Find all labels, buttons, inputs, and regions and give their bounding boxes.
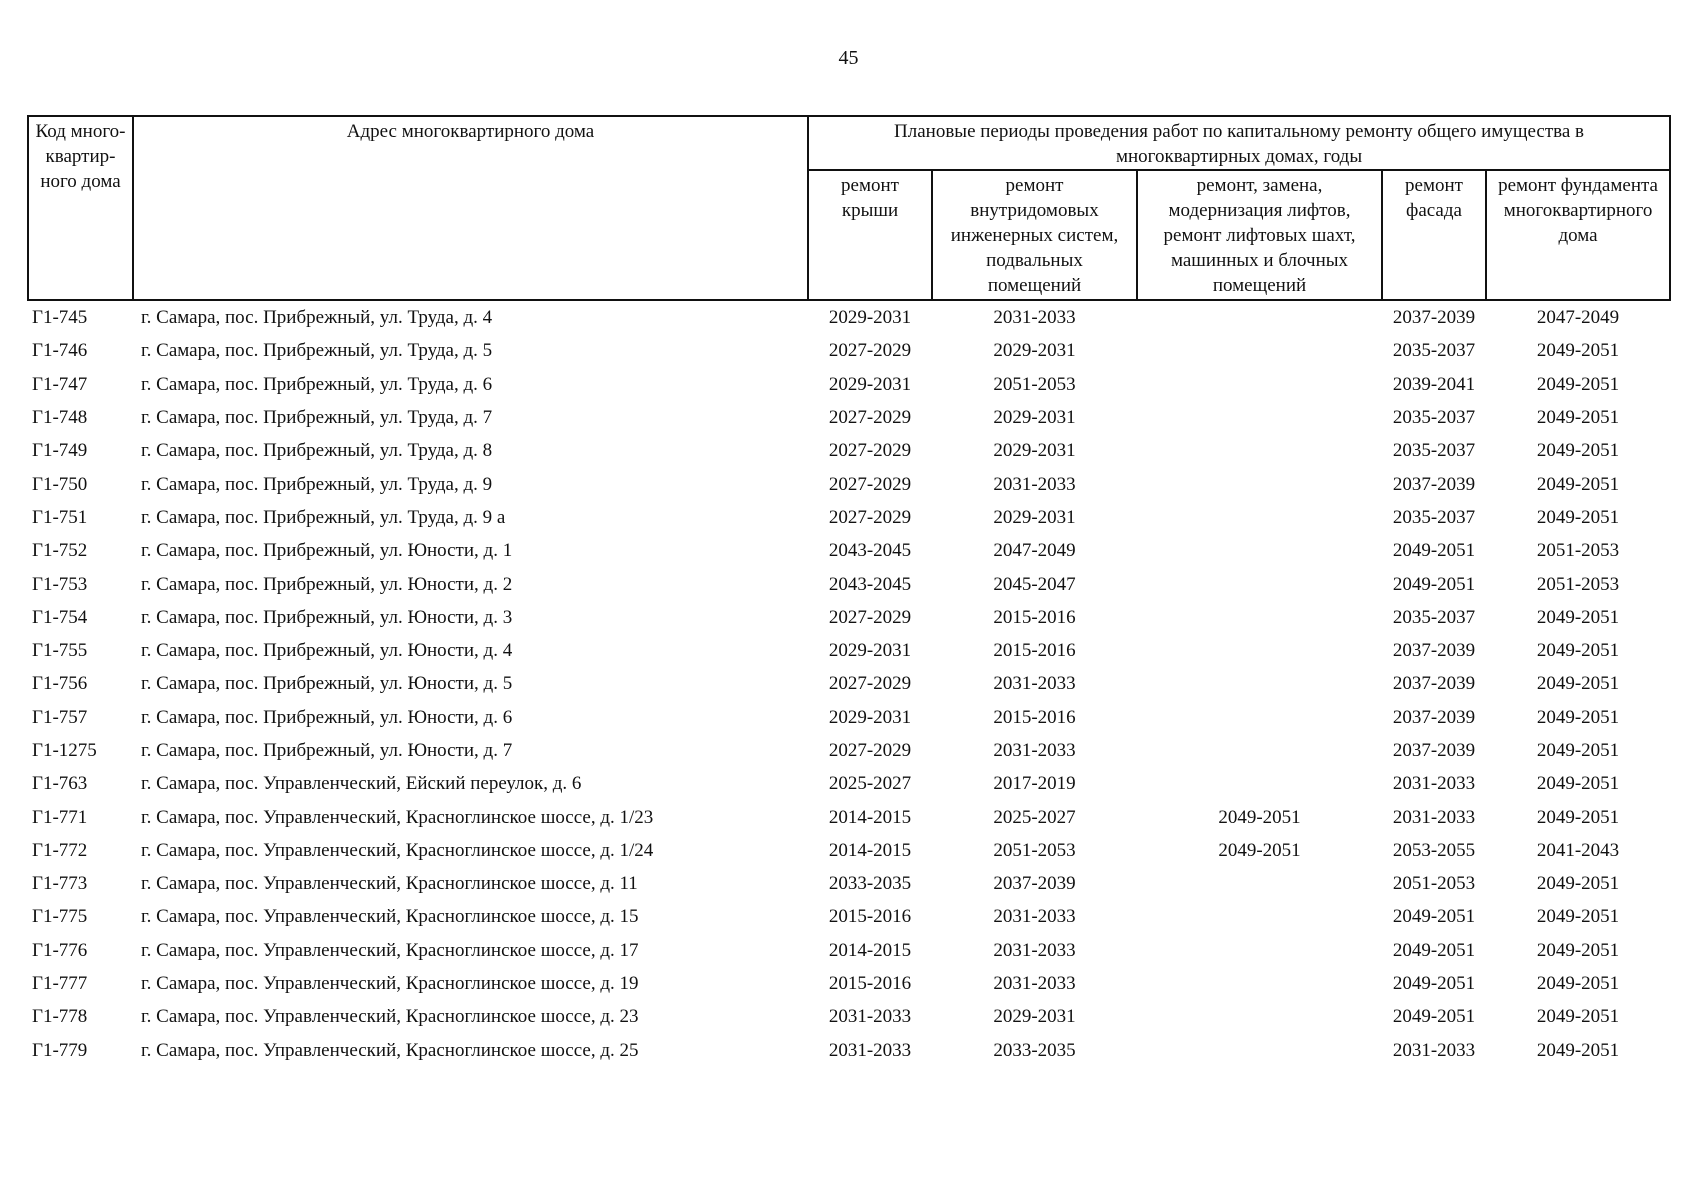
cell-code: Г1-1275	[32, 740, 97, 761]
header-address: Адрес многоквартирного дома	[133, 116, 808, 300]
cell-code: Г1-745	[32, 307, 88, 329]
header-foundation-line: ремонт фундамента	[1498, 175, 1658, 196]
cell-engineering-period: 2025-2027	[993, 806, 1076, 828]
cell-address: г. Самара, пос. Прибрежный, ул. Труда, д. 9 а	[141, 506, 506, 528]
cell-foundation-period: 2049-2051	[1536, 806, 1620, 828]
cell-engineering-period: 2031-2033	[993, 939, 1076, 961]
table-row	[28, 434, 1670, 467]
cell-code: Г1-776	[32, 939, 88, 961]
cell-roof-period: 2031-2033	[828, 1006, 912, 1028]
cell-address: г. Самара, пос. Прибрежный, ул. Труда, д. 9	[141, 473, 493, 495]
cell-foundation-period: 2051-2053	[1536, 573, 1620, 595]
cell-address: г. Самара, пос. Управленческий, Ейский переулок, д. 6	[141, 773, 582, 795]
header-foundation-line: многоквартирного	[1503, 200, 1653, 221]
cell-engineering-period: 2031-2033	[993, 973, 1076, 995]
header-code-line: Код много-	[35, 121, 126, 142]
cell-foundation-period: 2049-2051	[1536, 640, 1620, 662]
cell-facade-period: 2037-2039	[1392, 640, 1476, 662]
cell-address: г. Самара, пос. Управленческий, Красноглинское шоссе, д. 25	[141, 1039, 639, 1061]
cell-address: г. Самара, пос. Прибрежный, ул. Труда, д. 4	[141, 307, 493, 329]
cell-facade-period: 2049-2051	[1392, 1006, 1476, 1028]
table-row	[28, 1034, 1670, 1067]
cell-facade-period: 2039-2041	[1392, 373, 1476, 395]
cell-foundation-period: 2049-2051	[1536, 473, 1620, 495]
table-row	[28, 601, 1670, 634]
cell-engineering-period: 2017-2019	[993, 773, 1076, 795]
header-periods-line: Плановые периоды проведения работ по капитальному ремонту общего имущества в	[894, 121, 1585, 142]
table-row	[28, 867, 1670, 900]
cell-engineering-period: 2029-2031	[993, 1006, 1076, 1028]
table-row	[28, 567, 1670, 600]
table-row	[28, 701, 1670, 734]
cell-facade-period: 2049-2051	[1392, 973, 1476, 995]
header-facade-line: ремонт	[1405, 175, 1463, 196]
cell-engineering-period: 2033-2035	[993, 1039, 1076, 1061]
cell-foundation-period: 2049-2051	[1536, 673, 1620, 695]
cell-foundation-period: 2049-2051	[1536, 773, 1620, 795]
cell-engineering-period: 2029-2031	[993, 340, 1076, 362]
cell-engineering-period: 2031-2033	[993, 673, 1076, 695]
cell-code: Г1-771	[32, 806, 88, 828]
cell-roof-period: 2027-2029	[828, 673, 912, 695]
cell-foundation-period: 2049-2051	[1536, 906, 1620, 928]
cell-code: Г1-754	[32, 606, 88, 628]
cell-lifts-period	[1137, 734, 1382, 767]
header-roof-line: крыши	[841, 200, 899, 221]
cell-roof-period: 2027-2029	[828, 606, 912, 628]
cell-code: Г1-747	[32, 373, 88, 395]
cell-foundation-period: 2047-2049	[1536, 307, 1620, 329]
cell-roof-period: 2027-2029	[828, 340, 912, 362]
cell-code: Г1-763	[32, 773, 88, 795]
cell-engineering-period: 2051-2053	[993, 373, 1076, 395]
cell-lifts-period	[1137, 334, 1382, 367]
cell-engineering-period: 2051-2053	[993, 839, 1076, 861]
table-header	[28, 116, 1670, 300]
cell-facade-period: 2049-2051	[1392, 906, 1476, 928]
cell-foundation-period: 2049-2051	[1536, 1039, 1620, 1061]
cell-roof-period: 2031-2033	[828, 1039, 912, 1061]
cell-code: Г1-756	[32, 673, 88, 695]
cell-code: Г1-772	[32, 839, 88, 861]
cell-address: г. Самара, пос. Прибрежный, ул. Юности, д. 2	[141, 573, 513, 595]
cell-lifts-period: 2049-2051	[1218, 839, 1301, 861]
cell-lifts-period	[1137, 667, 1382, 700]
table-row	[28, 900, 1670, 933]
header-engineering-line: подвальных	[986, 250, 1083, 271]
cell-address: г. Самара, пос. Управленческий, Красноглинское шоссе, д. 23	[141, 1006, 639, 1028]
cell-facade-period: 2049-2051	[1392, 573, 1476, 595]
table-body	[28, 300, 1670, 1067]
cell-engineering-period: 2031-2033	[993, 473, 1076, 495]
cell-roof-period: 2043-2045	[828, 540, 912, 562]
header-periods	[808, 116, 1670, 170]
cell-roof-period: 2029-2031	[828, 640, 912, 662]
header-engineering-line: ремонт	[1005, 175, 1064, 196]
table-row	[28, 934, 1670, 967]
cell-engineering-period: 2031-2033	[993, 906, 1076, 928]
table-row	[28, 634, 1670, 667]
cell-address: г. Самара, пос. Управленческий, Красноглинское шоссе, д. 1/23	[141, 806, 654, 828]
cell-foundation-period: 2049-2051	[1536, 373, 1620, 395]
header-code	[28, 116, 133, 300]
cell-roof-period: 2033-2035	[828, 873, 912, 895]
cell-lifts-period	[1137, 501, 1382, 534]
cell-lifts-period	[1137, 934, 1382, 967]
header-periods-line: многоквартирных домах, годы	[1115, 146, 1363, 167]
cell-engineering-period: 2015-2016	[993, 606, 1076, 628]
cell-foundation-period: 2049-2051	[1536, 740, 1620, 761]
cell-roof-period: 2015-2016	[828, 973, 912, 995]
table-row	[28, 667, 1670, 700]
cell-lifts-period	[1137, 701, 1382, 734]
cell-roof-period: 2043-2045	[828, 573, 912, 595]
cell-engineering-period: 2029-2031	[993, 407, 1076, 429]
cell-roof-period: 2029-2031	[828, 307, 912, 329]
cell-lifts-period	[1137, 467, 1382, 500]
cell-code: Г1-753	[32, 573, 88, 595]
header-facade-line: фасада	[1406, 200, 1462, 221]
header-lifts-line: модернизация лифтов,	[1168, 200, 1351, 221]
cell-facade-period: 2035-2037	[1392, 440, 1476, 462]
cell-facade-period: 2031-2033	[1392, 806, 1476, 828]
cell-engineering-period: 2015-2016	[993, 640, 1076, 662]
cell-engineering-period: 2037-2039	[993, 873, 1076, 895]
table-row	[28, 1000, 1670, 1033]
cell-foundation-period: 2049-2051	[1536, 873, 1620, 895]
cell-foundation-period: 2049-2051	[1536, 706, 1620, 728]
cell-roof-period: 2029-2031	[828, 373, 912, 395]
cell-facade-period: 2037-2039	[1392, 740, 1476, 761]
cell-roof-period: 2027-2029	[828, 506, 912, 528]
cell-code: Г1-748	[32, 407, 88, 429]
table-row	[28, 767, 1670, 800]
cell-foundation-period: 2049-2051	[1536, 407, 1620, 429]
cell-address: г. Самара, пос. Управленческий, Красноглинское шоссе, д. 1/24	[141, 839, 654, 861]
cell-lifts-period	[1137, 1034, 1382, 1067]
cell-facade-period: 2031-2033	[1392, 1039, 1476, 1061]
cell-code: Г1-773	[32, 873, 88, 895]
cell-facade-period: 2051-2053	[1392, 873, 1476, 895]
cell-roof-period: 2027-2029	[828, 407, 912, 429]
cell-roof-period: 2029-2031	[828, 706, 912, 728]
capital-repair-schedule-table	[27, 115, 1671, 1067]
cell-roof-period: 2027-2029	[828, 473, 912, 495]
cell-lifts-period: 2049-2051	[1218, 806, 1301, 828]
cell-engineering-period: 2047-2049	[993, 540, 1076, 562]
cell-lifts-period	[1137, 401, 1382, 434]
cell-facade-period: 2035-2037	[1392, 506, 1476, 528]
cell-address: г. Самара, пос. Прибрежный, ул. Труда, д. 8	[141, 440, 493, 462]
cell-address: г. Самара, пос. Прибрежный, ул. Юности, д. 6	[141, 706, 513, 728]
header-engineering-line: инженерных систем,	[950, 225, 1119, 246]
header-engineering-line: помещений	[987, 275, 1082, 296]
cell-facade-period: 2049-2051	[1392, 540, 1476, 562]
table-row	[28, 967, 1670, 1000]
page-number: 45	[838, 47, 859, 69]
cell-roof-period: 2015-2016	[828, 906, 912, 928]
cell-foundation-period: 2049-2051	[1536, 440, 1620, 462]
cell-code: Г1-750	[32, 473, 88, 495]
cell-address: г. Самара, пос. Прибрежный, ул. Юности, д. 1	[141, 540, 513, 562]
table-row	[28, 334, 1670, 367]
cell-lifts-period	[1137, 900, 1382, 933]
cell-code: Г1-778	[32, 1006, 88, 1028]
cell-foundation-period: 2049-2051	[1536, 1006, 1620, 1028]
cell-foundation-period: 2041-2043	[1536, 839, 1620, 861]
table-row	[28, 534, 1670, 567]
cell-facade-period: 2035-2037	[1392, 340, 1476, 362]
header-engineering-line: внутридомовых	[970, 200, 1099, 221]
cell-roof-period: 2014-2015	[828, 939, 912, 961]
cell-foundation-period: 2049-2051	[1536, 973, 1620, 995]
table-row	[28, 834, 1670, 867]
cell-address: г. Самара, пос. Прибрежный, ул. Труда, д. 7	[141, 407, 493, 429]
cell-address: г. Самара, пос. Управленческий, Красноглинское шоссе, д. 15	[141, 906, 639, 928]
header-lifts-line: ремонт лифтовых шахт,	[1163, 225, 1356, 246]
cell-facade-period: 2035-2037	[1392, 606, 1476, 628]
table-row	[28, 800, 1670, 833]
cell-foundation-period: 2051-2053	[1536, 540, 1620, 562]
cell-address: г. Самара, пос. Управленческий, Красноглинское шоссе, д. 11	[141, 873, 638, 895]
cell-code: Г1-775	[32, 906, 88, 928]
header-lifts-line: помещений	[1212, 275, 1307, 296]
header-engineering	[932, 170, 1137, 300]
cell-code: Г1-746	[32, 340, 88, 362]
cell-roof-period: 2027-2029	[828, 440, 912, 462]
table-row	[28, 501, 1670, 534]
cell-foundation-period: 2049-2051	[1536, 506, 1620, 528]
cell-address: г. Самара, пос. Управленческий, Красноглинское шоссе, д. 19	[141, 973, 639, 995]
table-row	[28, 734, 1670, 767]
cell-facade-period: 2037-2039	[1392, 706, 1476, 728]
header-code-line: ного дома	[40, 171, 121, 192]
cell-lifts-period	[1137, 368, 1382, 401]
cell-foundation-period: 2049-2051	[1536, 606, 1620, 628]
header-facade	[1382, 170, 1486, 300]
cell-facade-period: 2049-2051	[1392, 939, 1476, 961]
header-roof-line: ремонт	[841, 175, 899, 196]
cell-foundation-period: 2049-2051	[1536, 939, 1620, 961]
cell-code: Г1-749	[32, 440, 88, 462]
cell-address: г. Самара, пос. Управленческий, Красноглинское шоссе, д. 17	[141, 939, 639, 961]
cell-lifts-period	[1137, 567, 1382, 600]
cell-lifts-period	[1137, 867, 1382, 900]
cell-engineering-period: 2029-2031	[993, 506, 1076, 528]
cell-facade-period: 2031-2033	[1392, 773, 1476, 795]
cell-engineering-period: 2029-2031	[993, 440, 1076, 462]
cell-roof-period: 2025-2027	[828, 773, 912, 795]
cell-lifts-period	[1137, 534, 1382, 567]
table-row	[28, 368, 1670, 401]
cell-foundation-period: 2049-2051	[1536, 340, 1620, 362]
cell-address: г. Самара, пос. Прибрежный, ул. Юности, д. 3	[141, 606, 513, 628]
header-lifts	[1137, 170, 1382, 300]
cell-code: Г1-779	[32, 1039, 88, 1061]
table-row	[28, 467, 1670, 500]
cell-facade-period: 2037-2039	[1392, 473, 1476, 495]
cell-facade-period: 2053-2055	[1392, 839, 1476, 861]
cell-address: г. Самара, пос. Прибрежный, ул. Юности, д. 5	[141, 673, 513, 695]
cell-lifts-period	[1137, 967, 1382, 1000]
cell-lifts-period	[1137, 767, 1382, 800]
cell-code: Г1-755	[32, 640, 88, 662]
cell-engineering-period: 2031-2033	[993, 307, 1076, 329]
cell-lifts-period	[1137, 1000, 1382, 1033]
header-code-line: квартир-	[45, 146, 116, 167]
cell-lifts-period	[1137, 634, 1382, 667]
header-foundation-line: дома	[1558, 225, 1598, 246]
cell-facade-period: 2037-2039	[1392, 673, 1476, 695]
cell-lifts-period	[1137, 300, 1382, 334]
cell-lifts-period	[1137, 434, 1382, 467]
cell-engineering-period: 2045-2047	[993, 573, 1076, 595]
cell-code: Г1-777	[32, 973, 88, 995]
table-row	[28, 401, 1670, 434]
header-lifts-line: ремонт, замена,	[1196, 175, 1323, 196]
cell-facade-period: 2035-2037	[1392, 407, 1476, 429]
cell-engineering-period: 2031-2033	[993, 740, 1076, 761]
cell-address: г. Самара, пос. Прибрежный, ул. Юности, д. 4	[141, 640, 513, 662]
table-row	[28, 300, 1670, 334]
cell-address: г. Самара, пос. Прибрежный, ул. Труда, д. 5	[141, 340, 493, 362]
cell-code: Г1-757	[32, 706, 88, 728]
cell-roof-period: 2014-2015	[828, 806, 912, 828]
cell-engineering-period: 2015-2016	[993, 706, 1076, 728]
header-roof	[808, 170, 932, 300]
header-foundation	[1486, 170, 1670, 300]
cell-roof-period: 2027-2029	[828, 740, 912, 761]
cell-address: г. Самара, пос. Прибрежный, ул. Юности, д. 7	[141, 740, 513, 761]
cell-code: Г1-751	[32, 506, 88, 528]
cell-roof-period: 2014-2015	[828, 839, 912, 861]
cell-facade-period: 2037-2039	[1392, 307, 1476, 329]
cell-lifts-period	[1137, 601, 1382, 634]
cell-code: Г1-752	[32, 540, 88, 562]
header-lifts-line: машинных и блочных	[1170, 250, 1349, 271]
cell-address: г. Самара, пос. Прибрежный, ул. Труда, д. 6	[141, 373, 493, 395]
